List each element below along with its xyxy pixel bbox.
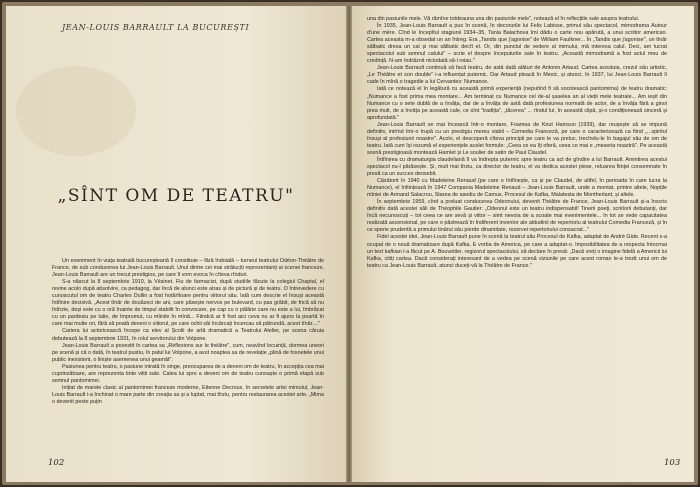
page-number: 102 (48, 458, 65, 468)
left-page (6, 6, 346, 482)
paragraph: Căsătorit în 1940 cu Madeleine Renaud (pe care o întîlnește, ca și pe Claudel, de altfel, în perioada în care lucra la Numance), el înființează în 1947 Compania Madeleine Renaud – Jean-Louis Barrault, unde a montat, printre altele, Nopțile mîniei de Armand Salacrou, Starea de asediu de Camus, Procesul de Kafka, Malatesta de Montherlant, și altele. (367, 178, 667, 199)
paragraph: Iată ce notează el în legătură cu această primă experiență (neputînd fi să socotească pantomima) de teatru dramatic: „Numance a fost prima mea montare... Am terminat cu Numance cel de-al șaselea an al vieții mele teatrale... Am ieșit din Numance cu o sete dublă de a învăța, dar de a învăța de astă dată profesiunea normală de actor, de a învăța fără a ginoi prea mult, de a învăța pe această cale, ce sînt "tradiția", „tăcerea" ... rîndul lui, în această clipă, și-o condiționează sinceră și aprofundată." (367, 86, 667, 121)
running-head: JEAN-LOUIS BARRAULT LA BUCUREȘTI (62, 23, 250, 32)
chapter-title: „SÎNT OM DE TEATRU" (57, 186, 295, 206)
paragraph: una din pasiunile mele. Vă rămîne totdeauna una din pasiunile mele", notează el în reflecțiile sale asupra teatrului. (367, 16, 640, 22)
right-text-column (367, 16, 667, 270)
right-page (352, 6, 694, 482)
paragraph: În 1935, Jean-Louis Barrault a pus în scenă, în decorurile lui Felix Labisse, primul său spectacol, mimodrama Autour d'une mère. Cînd le începîtul stagiunii 1934–35, Tania Balachova îmi dădu o carte nou apărută, a unui scriitor american. Cartea aceasta m-a obsedat un an întreg. Era „Tandis que j'agonise" de William Faulkner... În „Tandis que j'agonise", un tînăr sălbatic dresa un cal și mai sălbatic decît el. Or, din punctul de vedere al mimului, mă interesa calul. Deci, am lucrat spectacolul sub semnul calului" – scrie el despre începuturile sale în teatru. „Această mimodramă a fost actul meu de credință. N-am îndrăznit niciodată să-l reiau." (367, 23, 667, 65)
paragraph: Jean-Louis Barrault a povestit în cartea sa „Réflexions sur le théâtre", cum, neavînd locuință, dormea uneori pe scenă și că o dată, în teatrul pustiu, în patul lui Volpone, a avut noaptea sa de revelație „plină de fosnetele unui public inexistent, o liniște asemenea unui geamăt". (52, 342, 324, 363)
paragraph: Jean-Louis Barrault se mai încearcă într-o montare, Foamea de Knut Hamsun (1939), dar reușește să se impună definitiv, intrînd într-o trupă cu un prestigiu mereu viabil – Comedia Franceză, pe care o caracterizează ca fiind „...spiritul însuși al profesiunii noastre". Acolo, el descoperă cîteva principii pe care le va preluc, trecîndu-le în bagajul său de om de teatru. Iată cum își rezumă el experiențele acelei formule: „Ceea ce ea îți oferă, ceea ce mai e „meseria noastră". Pe această scenă prestigioasă montează Hamlet și Le soulier de satin de Paul Claudel. (367, 121, 667, 156)
left-text-column (52, 258, 324, 406)
paragraph: Pasiunea pentru teatru, o pasiune intrată în singe, preocuparea de a deveni om de teatru, în accepția cea mai cuprinzătoare, are reprezenta tinte viitii sale. Calea lui spre a deveni om de teatru cunoaște o primă etapă sub semnul pantomimei. (52, 363, 324, 384)
paragraph: Cariera lui actoricească începe ca elev al Școlii de artă dramatică a Teatrului Atelier, pe scena căruia debutează la 8 septembrie 1931, în rolul servitorului din Volpone. (52, 328, 324, 342)
open-book (2, 2, 698, 485)
paragraph: Întîlnirea cu dramaturgia claudeliană îl va îndrepta puternic spre teatru ca act de gîndire a lui Barrault. Amintirea acestui spectacol nu-l părăsește. Și, mult mai tîrziu, ca director de teatru, el va dedica acestei piese, reluarea ființei consemnate în presă ca un succes deosebit. (367, 156, 667, 178)
paragraph: Jean-Louis Barrault continuă să facă teatru, de astă dată alături de Antonin Artaud. Cartea acestuia, crezul său artistic, „Le Théâtre et son double" i-a influențat puternic. Dar Artaud pleacă în Mexic, și atunci, în 1937, lui Jean-Louis Barrault îi cade în mînă o tragedie a lui Cervantes: Numance. (367, 65, 667, 86)
paper-stain (16, 66, 136, 156)
paragraph: În septembrie 1959, cînd a preluat conducerea Odeonului, devenit Théâtre de France, Jean-Louis Barrault și-a înscris definitiv dată acestei săli de Théophile Gautier: „Odeonul este un teatru indispensabil! Tinerii poeți, scriitorii debutanți, dar încă necunoscuți – tot ceea ce are sevă și viitor – simt nevoia de a scoate mai evenimentele... în tot se vede capacitatea realizată ascensional, pe care o păstrează în Indiferent inventor ale atitudinii de repertoriu al teatrului Comedia Franceză, și în ce sperie prudentă a primului tinărul său pierde dinamitate, rezervei repertoriului consacrat..." (367, 199, 667, 234)
paragraph: S-a născut la 8 septembrie 1910, la Vésinet. Fiu de farmacist, după studiile făcute la colegiul Chaptal, el revine acolo după absolvire, ca pedagog, dar încă de atunci este atras și de pictură și de teatru. O întrevedere cu cunoscutul om de teatru Charles Dullin a fost hotărîtoare pentru viitorul său. Iată cum descrie el însuși această întîlnire decisivă. „Acest tînăr de douăzeci de ani, care păsește nervos pe bulevard, cu pas grăbit, de frică să nu întîrzie, deși este cu o oră înainte de timpul stabilit în convocare, pe cap cu o pălărie care nu este a lui, îmbrăcat cu un pardesiu pe talie, de împrumut, cu mîinile în mînă... Fiindcă ar fi fost aici ceva nu ar fi ajuns la poartă în care mai multe ori, fără să poată deveni o viitorul, pe care ochii săi încărcați încercau să pătrundă, acest tînăr...." (52, 279, 324, 328)
page-number: 103 (664, 458, 681, 468)
paragraph: Inițiat de marele clasic al pantomimei franceze moderne, Etienne Decroux, în secretele artei mimului, Jean-Louis Barrault i-a închinat o mare parte din creația sa și a luptat, mai tîrziu, pentru restaurarea acestei arte. „Mima o devenit peste puțin (52, 384, 324, 405)
paragraph: Fidel acestei idei, Jean-Louis Barrault pune în scenă la teatrul său Procesul de Kafka, adaptat de André Gide. Recent s-a ocupat de o nouă dramatizare după Kafka, E vorba de America, pe care a adaptat-o. Imposibilitatea de a respecta întocmai un text kafkian l-a făcut pe A. Bouvetiler, regizorul spectacolului, să declare în presă: „Dacă vreți o imagine fidelă a Americii lui Kafka, citiți cartea. Dacă considerați interesant de a vedea pe scenă viziunile pe care acest roman le-a trezit unui om de teatru ca Jean-Louis Barrault, atunci duceți-vă la Théâtre de France." (367, 234, 667, 269)
paragraph: Un eveniment în viața teatrală bucureșteană îl constituie – fără îndoială – turneul teatrului Odéon-Théâtre de France, de sub conducerea lui Jean-Louis Barrault. Unul dintre cei mai străluciți reprezentanți ai scenei franceze, Jean-Louis Barrault are un trecut prestigios, pe care îl vom evoca în cîteva rînduri. (52, 258, 324, 279)
